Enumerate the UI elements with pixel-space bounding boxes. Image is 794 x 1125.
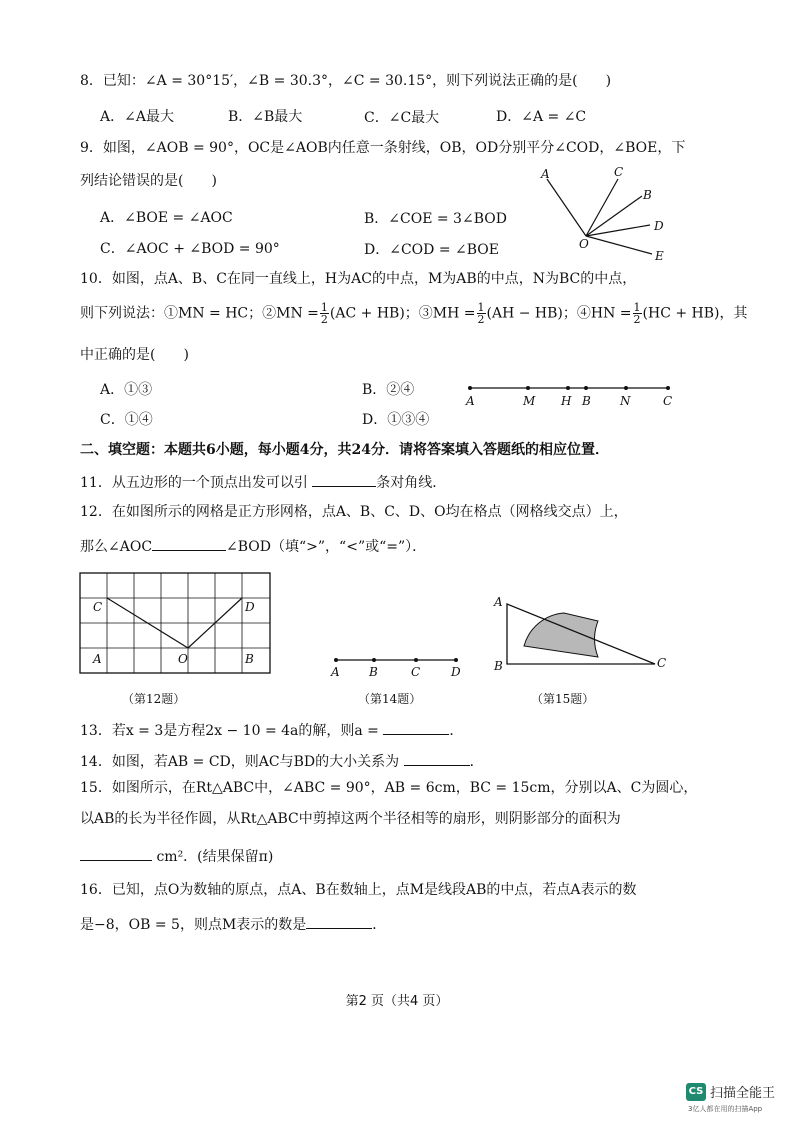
q9-stem-line1: 9．如图，∠AOB = 90°，OC是∠AOB内任意一条射线，OB，OD分别平分∠COD，∠BOE，下 <box>80 140 686 156</box>
label-b: B <box>582 394 591 408</box>
q12-stem-line2 <box>80 536 426 556</box>
answer-blank[interactable] <box>312 472 376 487</box>
q10-option-d: D．①③④ <box>362 412 430 428</box>
q10-stem-line3: 中正确的是( ) <box>80 347 189 363</box>
point-d <box>454 658 458 662</box>
fig15 <box>490 594 675 674</box>
q15-part-b: cm²．(结果保留π) <box>156 849 274 865</box>
grid-lines <box>80 573 270 673</box>
label-b: B <box>245 652 254 666</box>
point-a <box>468 386 472 390</box>
q11-part-b: 条对角线． <box>376 475 447 491</box>
answer-blank[interactable] <box>404 751 470 766</box>
answer-blank[interactable] <box>152 536 226 551</box>
q9-option-a: A．∠BOE = ∠AOC <box>100 210 233 226</box>
q16-line2 <box>80 914 386 934</box>
label-c: C <box>93 600 103 614</box>
q8-option-b: B．∠B最大 <box>228 109 303 125</box>
fraction-half: $\frac{1}{2}$ <box>477 301 485 326</box>
scanner-app-name: 扫描全能王 <box>710 1086 776 1101</box>
fig12-caption: （第12题） <box>122 692 186 706</box>
cs-logo-icon: CS <box>686 1083 706 1101</box>
ray-ob <box>586 196 642 236</box>
label-e: E <box>655 249 664 263</box>
q9-figure <box>530 162 680 267</box>
ray-od <box>586 225 650 236</box>
q9-option-c: C．∠AOC + ∠BOD = 90° <box>100 241 280 257</box>
page-footer: 第2 页（共4 页） <box>345 994 449 1009</box>
label-d: D <box>451 665 461 679</box>
q10-figure <box>466 375 676 410</box>
label-d: D <box>654 219 664 233</box>
fig12-grid <box>80 573 275 678</box>
label-c: C <box>614 165 624 179</box>
fig14 <box>328 650 468 680</box>
q10-stem-line1: 10．如图，点A、B、C在同一直线上，H为AC的中点，M为AB的中点，N为BC的中点， <box>80 271 637 287</box>
q14-line <box>80 751 484 771</box>
ray-oa <box>547 179 586 236</box>
q11-line <box>80 472 446 492</box>
q8-option-d: D．∠A = ∠C <box>496 109 587 125</box>
point-c <box>414 658 418 662</box>
label-h: H <box>561 394 572 408</box>
q16-part-a: 是−8，OB = 5，则点M表示的数是 <box>80 917 307 933</box>
q15-line3 <box>80 846 273 866</box>
section-heading: 二、填空题：本题共6小题，每小题4分，共24分．请将答案填入答题纸的相应位置． <box>80 442 609 458</box>
label-b: B <box>494 659 503 673</box>
q8-stem: 8．已知：∠A = 30°15′，∠B = 30.3°，∠C = 30.15°，则下列说法正确的是( ) <box>80 73 612 89</box>
scanner-tagline: 3亿人都在用的扫描App <box>688 1105 763 1113</box>
q16-stem-line1: 16．已知，点O为数轴的原点，点A、B在数轴上，点M是线段AB的中点，若点A表示的数 <box>80 882 637 898</box>
q10-part-b: (AC + HB)；③MH = <box>329 305 476 322</box>
ray-oe <box>586 236 652 254</box>
q16-part-b: ． <box>372 917 387 933</box>
q14-part-a: 14．如图，若AB = CD，则AC与BD的大小关系为 <box>80 754 400 770</box>
q9-option-d: D．∠COD = ∠BOE <box>364 242 499 258</box>
q13-part-a: 13．若x = 3是方程2x − 10 = 4a的解，则a = <box>80 723 379 739</box>
label-a: A <box>466 394 475 408</box>
label-b: B <box>369 665 378 679</box>
q10-option-b: B．②④ <box>362 382 415 398</box>
q13-line <box>80 720 463 740</box>
label-c: C <box>657 656 667 670</box>
point-m <box>526 386 530 390</box>
q8-option-c: C．∠C最大 <box>364 110 440 126</box>
q13-part-b: ． <box>449 723 464 739</box>
ray-oc <box>586 179 618 236</box>
point-a <box>334 658 338 662</box>
shaded-region <box>524 613 598 657</box>
fraction-half: $\frac{1}{2}$ <box>633 301 641 326</box>
point-n <box>624 386 628 390</box>
q10-part-a: 则下列说法：①MN = HC；②MN = <box>80 305 319 322</box>
answer-blank[interactable] <box>306 914 372 929</box>
label-a: A <box>331 665 340 679</box>
q9-stem-line2: 列结论错误的是( ) <box>80 173 217 189</box>
label-d: D <box>245 600 255 614</box>
label-o: O <box>579 237 589 251</box>
q12-part-a: 那么∠AOC <box>80 539 153 555</box>
scanner-watermark <box>686 1082 775 1101</box>
q15-stem-line1: 15．如图所示，在Rt△ABC中，∠ABC = 90°，AB = 6cm，BC = 15cm，分别以A、C为圆心， <box>80 780 698 796</box>
answer-blank[interactable] <box>80 846 152 861</box>
label-c: C <box>663 394 673 408</box>
fig14-caption: （第14题） <box>358 692 422 706</box>
q9-option-b: B．∠COE = 3∠BOD <box>364 211 507 227</box>
q10-option-a: A．①③ <box>100 382 153 398</box>
q10-stem-line2 <box>80 302 748 325</box>
label-a: A <box>494 595 503 609</box>
point-h <box>566 386 570 390</box>
q8-option-a: A．∠A最大 <box>100 109 174 125</box>
label-n: N <box>620 394 631 408</box>
q10-option-c: C．①④ <box>100 412 153 428</box>
q11-part-a: 11．从五边形的一个顶点出发可以引 <box>80 475 308 491</box>
label-m: M <box>523 394 536 408</box>
label-o: O <box>178 652 188 666</box>
q12-stem-line1: 12．在如图所示的网格是正方形网格，点A、B、C、D、O均在格点（网格线交点）上， <box>80 504 628 520</box>
q15-stem-line2: 以AB的长为半径作圆，从Rt△ABC中剪掉这两个半径相等的扇形，则阴影部分的面积为 <box>80 811 621 827</box>
label-b: B <box>643 188 652 202</box>
answer-blank[interactable] <box>383 720 449 735</box>
label-a: A <box>93 652 102 666</box>
q14-part-b: ． <box>469 754 484 770</box>
fig15-caption: （第15题） <box>531 692 595 706</box>
q10-part-d: (HC + HB)，其 <box>642 305 748 322</box>
label-c: C <box>411 665 421 679</box>
q10-part-c: (AH − HB)；④HN = <box>486 305 632 322</box>
point-b <box>584 386 588 390</box>
point-c <box>666 386 670 390</box>
fraction-half: $\frac{1}{2}$ <box>320 301 328 326</box>
q12-part-b: ∠BOD（填“>”，“<”或“=”）． <box>226 539 427 555</box>
label-a: A <box>541 167 550 181</box>
point-b <box>372 658 376 662</box>
